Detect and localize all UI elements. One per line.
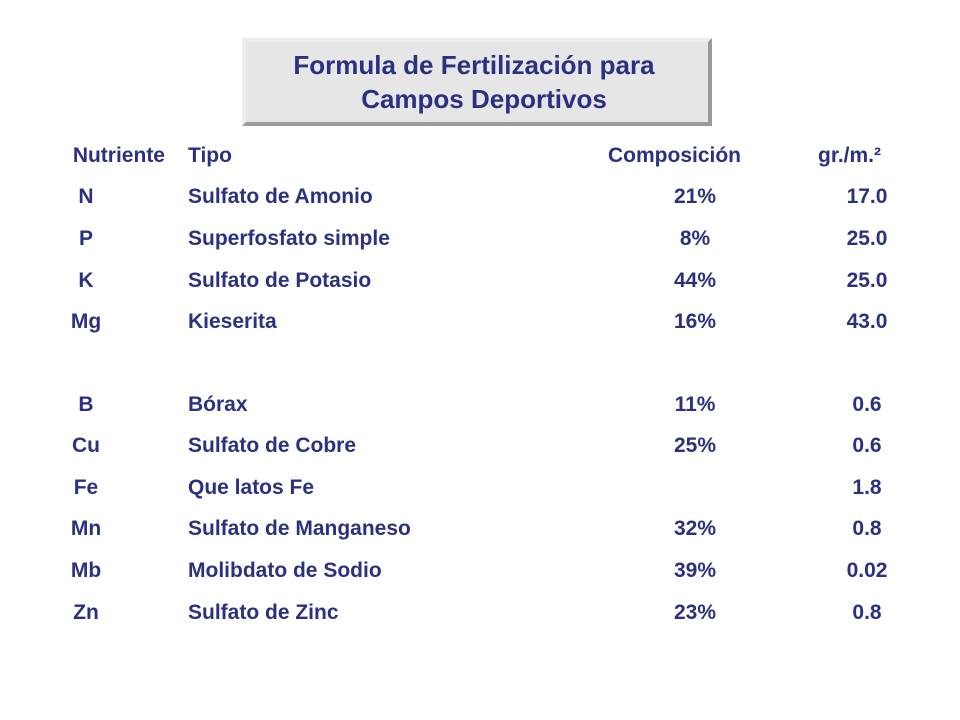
cell-composicion: 44% — [673, 269, 717, 292]
cell-gr: 0.6 — [852, 434, 882, 457]
cell-tipo: Sulfato de Cobre — [188, 434, 357, 457]
cell-nutriente: Fe — [73, 476, 99, 499]
table-row — [0, 598, 960, 628]
cell-nutriente: Zn — [73, 601, 99, 624]
cell-gr: 25.0 — [846, 269, 888, 292]
cell-nutriente: Mn — [70, 517, 102, 540]
cell-tipo: Que latos Fe — [188, 476, 315, 499]
cell-tipo: Sulfato de Amonio — [188, 185, 373, 208]
cell-gr: 1.8 — [852, 476, 882, 499]
cell-tipo: Molibdato de Sodio — [188, 559, 382, 582]
table-header-row — [0, 141, 960, 171]
header-tipo: Tipo — [188, 144, 232, 167]
cell-composicion — [600, 473, 790, 503]
cell-gr: 0.02 — [846, 559, 888, 582]
cell-tipo: Superfosfato simple — [188, 227, 390, 250]
cell-nutriente: Mb — [70, 559, 102, 582]
cell-gr: 17.0 — [846, 185, 888, 208]
table-row — [0, 390, 960, 420]
table-row — [0, 266, 960, 296]
table-row — [0, 473, 960, 503]
cell-composicion: 16% — [673, 310, 717, 333]
cell-composicion: 25% — [673, 434, 717, 457]
title-line-2: Campos Deportivos — [361, 84, 607, 114]
cell-tipo: Sulfato de Zinc — [188, 601, 339, 624]
cell-composicion: 11% — [674, 393, 716, 416]
table-row — [0, 224, 960, 254]
cell-gr: 0.6 — [852, 393, 882, 416]
header-nutriente: Nutriente — [72, 144, 165, 167]
cell-nutriente: Cu — [72, 434, 100, 457]
table-row — [0, 514, 960, 544]
header-gr: gr./m.² — [818, 144, 882, 167]
title-line-1: Formula de Fertilización para — [293, 50, 655, 80]
cell-composicion: 32% — [673, 517, 717, 540]
cell-nutriente: P — [78, 227, 93, 250]
cell-gr: 0.8 — [852, 517, 882, 540]
table-row — [0, 182, 960, 212]
cell-nutriente: N — [78, 185, 94, 208]
cell-composicion: 23% — [673, 601, 717, 624]
cell-tipo: Sulfato de Manganeso — [188, 517, 411, 540]
cell-gr: 43.0 — [846, 310, 888, 333]
table-row — [0, 556, 960, 586]
cell-tipo: Bórax — [188, 393, 248, 416]
header-composicion: Composición — [608, 144, 742, 167]
cell-composicion: 8% — [679, 227, 711, 250]
cell-gr: 25.0 — [846, 227, 888, 250]
table-row — [0, 307, 960, 337]
table-row — [0, 431, 960, 461]
cell-tipo: Sulfato de Potasio — [188, 269, 372, 292]
cell-nutriente: K — [78, 269, 94, 292]
cell-composicion: 21% — [673, 185, 717, 208]
cell-composicion: 39% — [673, 559, 717, 582]
cell-gr: 0.8 — [852, 601, 882, 624]
cell-nutriente: B — [78, 393, 94, 416]
cell-tipo: Kieserita — [188, 310, 277, 333]
cell-nutriente: Mg — [70, 310, 102, 333]
